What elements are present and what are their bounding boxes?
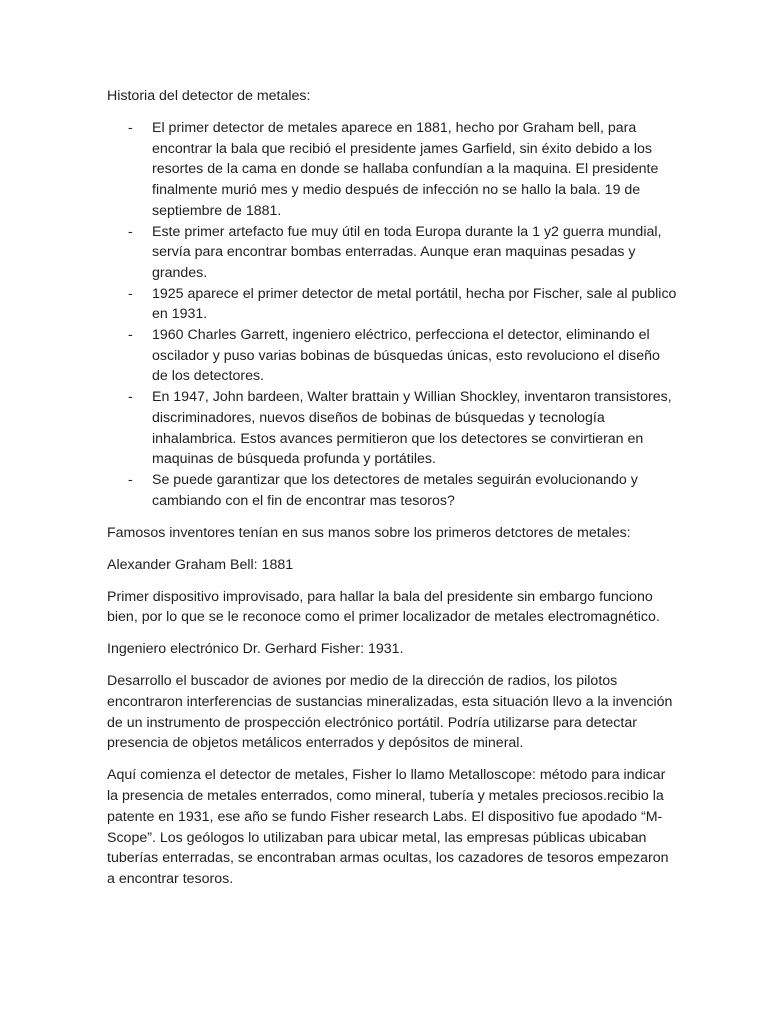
document-title: Historia del detector de metales:: [107, 88, 311, 104]
list-item-text: El primer detector de metales aparece en 1881, hecho por Graham bell, para encontrar la bala que recibió el presidente james Garfield, sin éxito debido a los resortes de la cama en donde se hallaba confundían a la maquina. El presidente finalmente murió mes y medio después de infección no se hallo la bala. 19 de septiembre de 1881.: [152, 120, 659, 219]
list-item-text: Este primer artefacto fue muy útil en toda Europa durante la 1 y2 guerra mundial, servía para encontrar bombas enterradas. Aunque eran maquinas pesadas y grandes.: [152, 223, 662, 281]
bullet-dash: -: [128, 389, 133, 406]
list-item-text: En 1947, John bardeen, Walter brattain y Willian Shockley, inventaron transistores, discriminadores, nuevos diseños de bobinas de búsquedas y tecnología inhalambrica. Estos avances permitieron que los detectores se convirtieran en maquinas de búsqueda profunda y portátiles.: [152, 389, 672, 468]
list-item: [107, 470, 677, 511]
history-bullet-list: [107, 118, 677, 511]
bullet-dash: -: [128, 471, 133, 488]
bullet-dash: -: [128, 223, 133, 240]
bullet-dash: -: [128, 285, 133, 302]
bullet-dash: -: [128, 120, 133, 136]
list-item: [107, 222, 677, 284]
bullet-dash: -: [128, 327, 133, 344]
inventors-intro-paragraph: Famosos inventores tenían en sus manos sobre los primeros detctores de metales:: [107, 524, 631, 541]
list-item: [107, 118, 677, 222]
list-item-text: 1960 Charles Garrett, ingeniero eléctrico, perfecciona el detector, eliminando el oscilador y puso varias bobinas de búsquedas únicas, esto revoluciono el diseño de los detectores.: [152, 327, 660, 385]
fisher-heading: Ingeniero electrónico Dr. Gerhard Fisher: 1931.: [107, 641, 404, 658]
bell-description-paragraph: Primer dispositivo improvisado, para hallar la bala del presidente sin embargo funciono bien, por lo que se le reconoce como el primer localizador de metales electromagnético.: [107, 588, 660, 626]
fisher-description-paragraph: Desarrollo el buscador de aviones por medio de la dirección de radios, los pilotos encontraron interferencias de sustancias mineralizadas, esta situación llevo a la invención de un instrumento de prospección electrónico portátil. Podría utilizarse para detectar presencia de objetos metálicos enterrados y depósitos de mineral.: [107, 673, 673, 752]
list-item-text: Se puede garantizar que los detectores de metales seguirán evolucionando y cambiando con el fin de encontrar mas tesoros?: [152, 471, 638, 509]
list-item: [107, 325, 677, 387]
bell-heading: Alexander Graham Bell: 1881: [107, 556, 294, 573]
list-item-text: 1925 aparece el primer detector de metal portátil, hecha por Fischer, sale al publico en 1931.: [152, 285, 677, 323]
document-page: [107, 86, 677, 901]
list-item: [107, 284, 677, 325]
list-item: [107, 387, 677, 470]
metalloscope-paragraph: Aquí comienza el detector de metales, Fisher lo llamo Metallоscope: método para indicar la presencia de metales enterrados, como mineral, tubería y metales preciosos.recibio la patente en 1931, ese año se fundo Fisher research Labs. El dispositivo fue apodado “M-Scope”. Los geólogos lo utilizaban para ubicar metal, las empresas públicas ubicaban tuberías enterradas, se encontraban armas ocultas, los cazadores de tesoros empezaron a encontrar tesoros.: [107, 767, 669, 887]
